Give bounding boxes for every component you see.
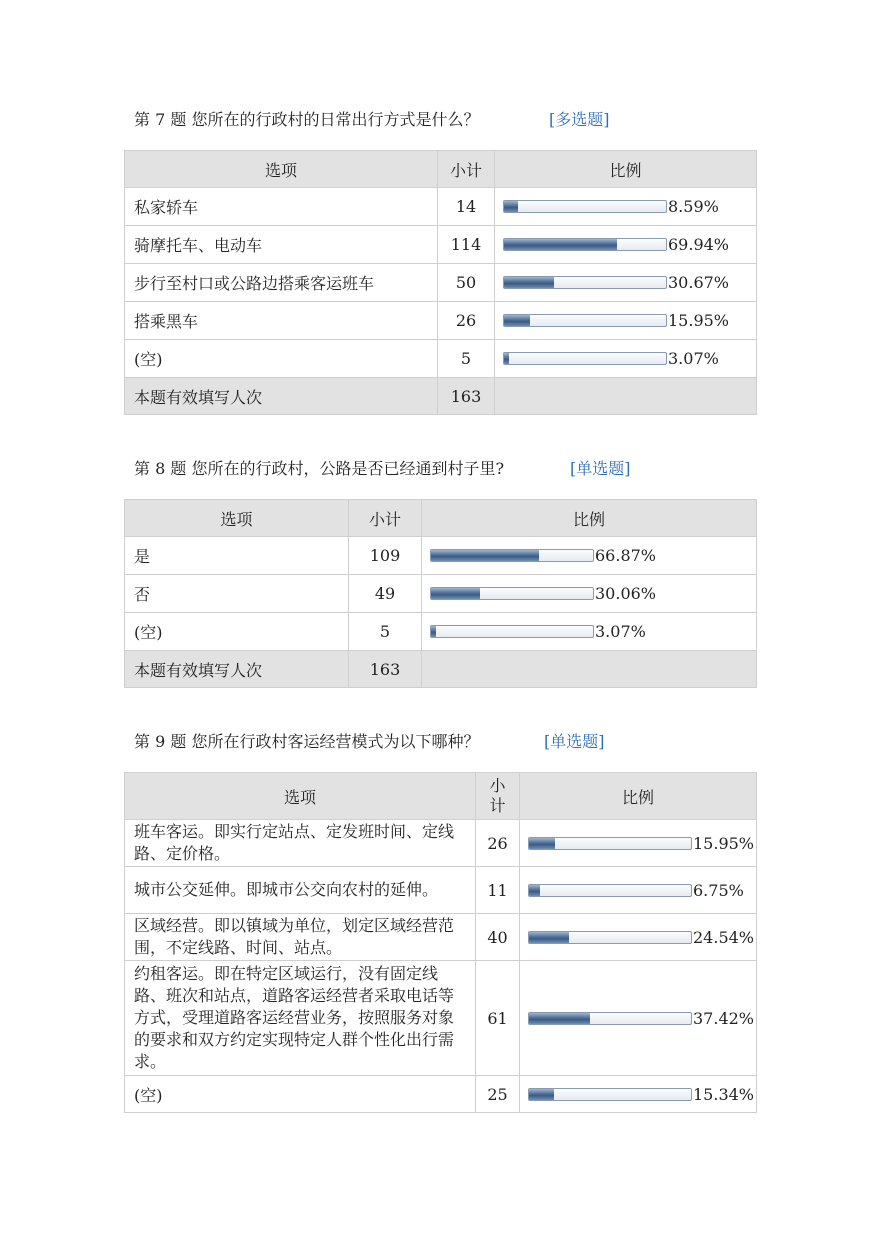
percent-bar-fill xyxy=(431,626,436,637)
table-row xyxy=(125,188,757,226)
q9-type-link[interactable]: [单选题] xyxy=(544,732,605,751)
count-cell: 114 xyxy=(438,226,495,264)
table-row xyxy=(125,867,757,914)
percent-label: 30.06% xyxy=(595,584,657,603)
percent-bar xyxy=(528,884,692,897)
col-ratio-header: 比例 xyxy=(422,500,757,537)
q7-table xyxy=(124,150,757,415)
ratio-cell xyxy=(495,340,757,378)
percent-bar-fill xyxy=(504,353,509,364)
col-option-header: 选项 xyxy=(125,500,349,537)
ratio-cell xyxy=(495,226,757,264)
total-label: 本题有效填写人次 xyxy=(125,378,438,415)
percent-bar-fill xyxy=(529,885,540,896)
total-empty-cell xyxy=(495,378,757,415)
q7-title: 第 7 题 您所在的行政村的日常出行方式是什么？ xyxy=(134,110,480,129)
percent-label: 8.59% xyxy=(668,197,719,216)
option-cell: 私家轿车 xyxy=(125,188,438,226)
ratio-cell xyxy=(520,1076,757,1113)
table-row xyxy=(125,961,757,1076)
table-row xyxy=(125,537,757,575)
percent-bar-fill xyxy=(529,1013,590,1024)
count-cell: 40 xyxy=(476,914,520,961)
option-cell: 否 xyxy=(125,575,349,613)
total-count: 163 xyxy=(438,378,495,415)
percent-bar xyxy=(503,200,667,213)
col-ratio-header: 比例 xyxy=(520,773,757,820)
percent-label: 15.34% xyxy=(693,1084,755,1104)
option-cell: 骑摩托车、电动车 xyxy=(125,226,438,264)
ratio-cell xyxy=(422,613,757,651)
count-cell: 50 xyxy=(438,264,495,302)
percent-bar-fill xyxy=(504,277,554,288)
total-row xyxy=(125,651,757,688)
count-cell: 26 xyxy=(476,820,520,867)
total-count: 163 xyxy=(349,651,422,688)
table-row xyxy=(125,226,757,264)
q9-table xyxy=(124,772,757,1113)
total-row xyxy=(125,378,757,415)
ratio-cell xyxy=(495,188,757,226)
percent-bar xyxy=(503,276,667,289)
percent-bar xyxy=(528,837,692,850)
ratio-cell xyxy=(520,820,757,867)
option-cell: (空) xyxy=(125,340,438,378)
option-cell: 搭乘黑车 xyxy=(125,302,438,340)
q9-title: 第 9 题 您所在行政村客运经营模式为以下哪种？ xyxy=(134,732,480,751)
percent-label: 37.42% xyxy=(693,1008,755,1028)
percent-label: 30.67% xyxy=(668,273,730,292)
option-cell: 约租客运。即在特定区域运行，没有固定线路、班次和站点，道路客运经营者采取电话等方式，受理道路客运经营业务，按照服务对象的要求和双方约定实现特定人群个性化出行需求。 xyxy=(125,961,476,1076)
percent-bar xyxy=(528,931,692,944)
count-cell: 49 xyxy=(349,575,422,613)
count-cell: 61 xyxy=(476,961,520,1076)
count-cell: 26 xyxy=(438,302,495,340)
percent-bar-fill xyxy=(504,239,617,250)
percent-bar xyxy=(430,625,594,638)
percent-bar-fill xyxy=(529,932,569,943)
total-empty-cell xyxy=(422,651,757,688)
count-cell: 5 xyxy=(349,613,422,651)
option-cell: 班车客运。即实行定站点、定发班时间、定线路、定价格。 xyxy=(125,820,476,867)
ratio-cell xyxy=(422,537,757,575)
q7-title-line xyxy=(134,107,610,130)
q7-type-link[interactable]: [多选题] xyxy=(549,110,610,129)
col-count-header-part: 计 xyxy=(489,796,506,815)
col-count-header: 小计 xyxy=(349,500,422,537)
percent-label: 3.07% xyxy=(595,622,646,641)
table-row xyxy=(125,613,757,651)
q9-title-line xyxy=(134,729,605,752)
percent-bar xyxy=(503,238,667,251)
ratio-cell xyxy=(520,867,757,914)
percent-bar xyxy=(430,549,594,562)
table-row xyxy=(125,820,757,867)
ratio-cell xyxy=(422,575,757,613)
count-cell: 14 xyxy=(438,188,495,226)
total-label: 本题有效填写人次 xyxy=(125,651,349,688)
count-cell: 11 xyxy=(476,867,520,914)
col-count-header-part: 小 xyxy=(489,776,506,795)
table-row xyxy=(125,575,757,613)
percent-label: 15.95% xyxy=(693,833,755,853)
col-ratio-header: 比例 xyxy=(495,151,757,188)
option-cell: 是 xyxy=(125,537,349,575)
table-row xyxy=(125,264,757,302)
percent-label: 24.54% xyxy=(693,927,755,947)
percent-bar-fill xyxy=(504,315,530,326)
percent-bar xyxy=(528,1088,692,1101)
percent-bar-fill xyxy=(431,588,480,599)
ratio-cell xyxy=(495,302,757,340)
percent-label: 69.94% xyxy=(668,235,730,254)
percent-label: 3.07% xyxy=(668,349,719,368)
q8-title: 第 8 题 您所在的行政村，公路是否已经通到村子里? xyxy=(134,459,505,478)
q7-header-row xyxy=(125,151,757,188)
option-cell: 区域经营。即以镇域为单位，划定区域经营范围，不定线路、时间、站点。 xyxy=(125,914,476,961)
percent-bar xyxy=(503,314,667,327)
table-row xyxy=(125,1076,757,1113)
table-row xyxy=(125,340,757,378)
count-cell: 25 xyxy=(476,1076,520,1113)
q8-type-link[interactable]: [单选题] xyxy=(570,459,631,478)
percent-bar xyxy=(430,587,594,600)
percent-label: 15.95% xyxy=(668,311,730,330)
percent-bar-fill xyxy=(529,1089,554,1100)
col-count-header: 小计 xyxy=(438,151,495,188)
option-cell: (空) xyxy=(125,1076,476,1113)
q8-header-row xyxy=(125,500,757,537)
percent-bar-fill xyxy=(529,838,555,849)
col-option-header: 选项 xyxy=(125,151,438,188)
percent-bar xyxy=(503,352,667,365)
ratio-cell xyxy=(495,264,757,302)
count-cell: 5 xyxy=(438,340,495,378)
option-cell: (空) xyxy=(125,613,349,651)
percent-bar xyxy=(528,1012,692,1025)
percent-bar-fill xyxy=(504,201,518,212)
q9-header-row xyxy=(125,773,757,820)
percent-label: 66.87% xyxy=(595,546,657,565)
table-row xyxy=(125,914,757,961)
q8-table xyxy=(124,499,757,688)
table-row xyxy=(125,302,757,340)
percent-bar-fill xyxy=(431,550,539,561)
count-cell: 109 xyxy=(349,537,422,575)
col-option-header: 选项 xyxy=(125,773,476,820)
percent-label: 6.75% xyxy=(693,880,744,900)
col-count-header-wrapped xyxy=(476,773,520,820)
ratio-cell xyxy=(520,961,757,1076)
ratio-cell xyxy=(520,914,757,961)
option-cell: 城市公交延伸。即城市公交向农村的延伸。 xyxy=(125,867,476,914)
option-cell: 步行至村口或公路边搭乘客运班车 xyxy=(125,264,438,302)
q8-title-line xyxy=(134,456,631,479)
